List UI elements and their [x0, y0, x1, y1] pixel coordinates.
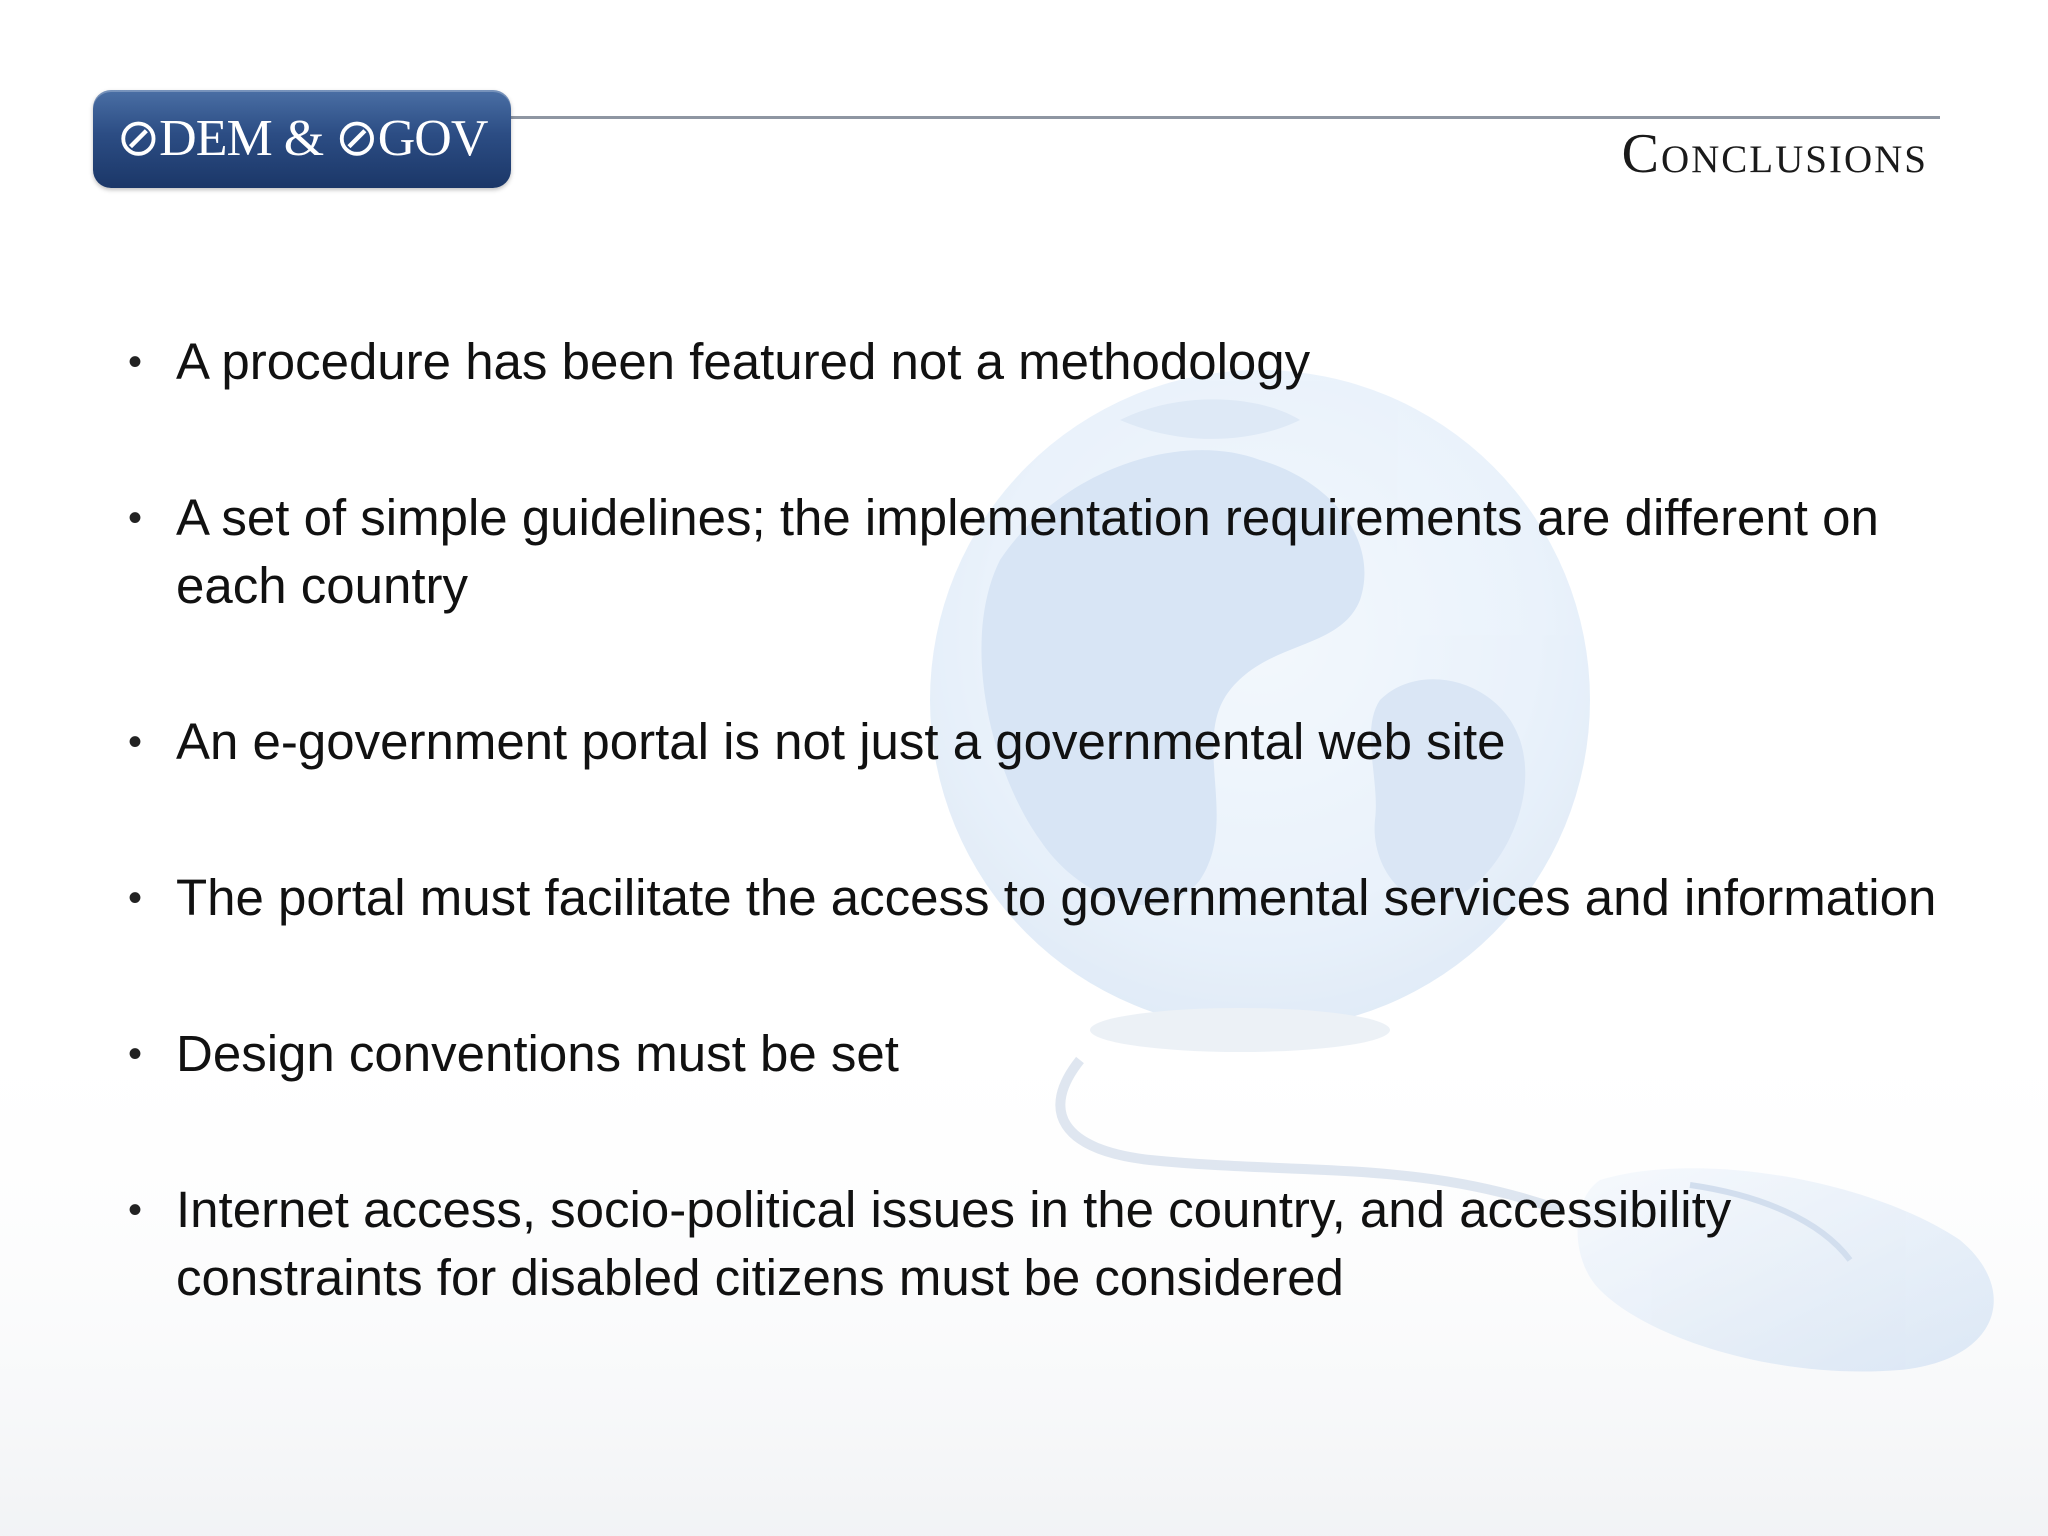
- bullet-text: Design conventions must be set: [176, 1025, 899, 1082]
- bullet-marker: •: [128, 720, 143, 764]
- bullet-item: [120, 864, 1950, 932]
- bullet-marker: •: [128, 1032, 143, 1076]
- bullet-marker: •: [128, 496, 143, 540]
- bullet-item: [120, 1020, 1950, 1088]
- bullet-item: [120, 708, 1950, 776]
- logo-text: ⊘DEM & ⊘GOV: [116, 110, 488, 167]
- logo-badge: [93, 90, 511, 188]
- bullet-marker: •: [128, 876, 143, 920]
- bullet-text: The portal must facilitate the access to governmental services and information: [176, 869, 1937, 926]
- bullet-marker: •: [128, 340, 143, 384]
- bullet-item: [120, 484, 1950, 620]
- header-divider: [505, 116, 1940, 119]
- bullet-text: A procedure has been featured not a methodology: [176, 333, 1311, 390]
- bullet-text: A set of simple guidelines; the implementation requirements are different on each country: [176, 489, 1879, 614]
- bullet-list: [120, 328, 1950, 1400]
- bullet-item: [120, 1176, 1950, 1312]
- bullet-text: An e-government portal is not just a governmental web site: [176, 713, 1506, 770]
- bullet-marker: •: [128, 1188, 143, 1232]
- bullet-item: [120, 328, 1950, 396]
- bullet-text: Internet access, socio-political issues in the country, and accessibility constraints for disabled citizens must be considered: [176, 1181, 1732, 1306]
- slide-title: Conclusions: [1621, 123, 1928, 185]
